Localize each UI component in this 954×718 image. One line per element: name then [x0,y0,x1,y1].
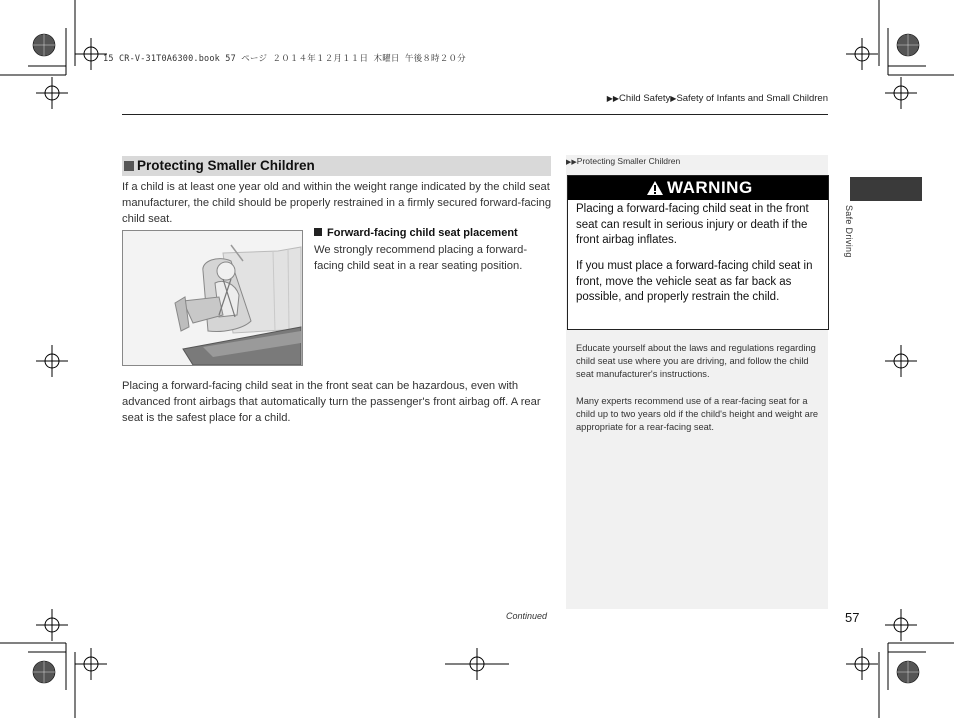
child-seat-illustration-graphic [123,231,302,365]
sidebar-title[interactable] [566,156,680,166]
square-bullet-icon [124,161,134,171]
header-divider [122,114,828,115]
hazard-paragraph: Placing a forward-facing child seat in the front seat can be hazardous, even with advanced front airbags that automatically turn the passenger's front airbag off. A rear seat is the safest place for a child. [122,380,541,424]
warning-box [567,175,829,330]
sub-heading-body: We strongly recommend placing a forward-facing child seat in a rear seating position. [314,244,528,272]
reference-arrow-icon: ▶▶ [566,159,577,166]
sidebar-title-text: Protecting Smaller Children [576,156,681,166]
warning-triangle-icon [646,180,664,196]
page-number: 57 [845,610,860,625]
section-heading-text: Protecting Smaller Children [137,158,315,173]
breadcrumb-level1[interactable]: Child Safety [619,93,671,104]
child-seat-illustration [122,230,303,366]
continued-label: Continued [506,611,548,621]
chapter-tab[interactable] [850,177,922,201]
square-bullet-icon [314,228,322,236]
warning-text-2: If you must place a forward-facing child seat in front, move the vehicle seat as far back as possible, and properly restrain the child. [576,260,813,303]
breadcrumb [607,93,828,104]
arrow-icon: ▶ [670,94,677,103]
warning-text-1: Placing a forward-facing child seat in the front seat can result in serious injury or death if the front airbag inflates. [576,203,809,246]
intro-paragraph: If a child is at least one year old and within the weight range indicated by the child seat manufacturer, the child should be properly restrained in a firmly secured forward-facing child seat. [122,181,552,225]
breadcrumb-level2[interactable]: Safety of Infants and Small Children [676,93,828,104]
double-arrow-icon: ▶▶ [606,94,620,103]
print-header: 15 CR-V-31T0A6300.book 57 ページ ２０１４年１２月１１日 木曜日 午後８時２０分 [103,54,466,64]
section-heading [122,156,551,176]
sidebar-note-2: Many experts recommend use of a rear-facing seat for a child up to two years old if the child's height and weight are appropriate for a rear-facing seat. [576,396,819,432]
warning-label: WARNING [667,178,753,197]
sub-heading [314,227,518,239]
sidebar-note-1: Educate yourself about the laws and regulations regarding child seat use where you are driving, and follow the child seat manufacturer's instructions. [576,343,816,379]
chapter-tab-label: Safe Driving [844,205,854,258]
warning-header [568,176,828,200]
sub-heading-text: Forward-facing child seat placement [327,227,518,239]
